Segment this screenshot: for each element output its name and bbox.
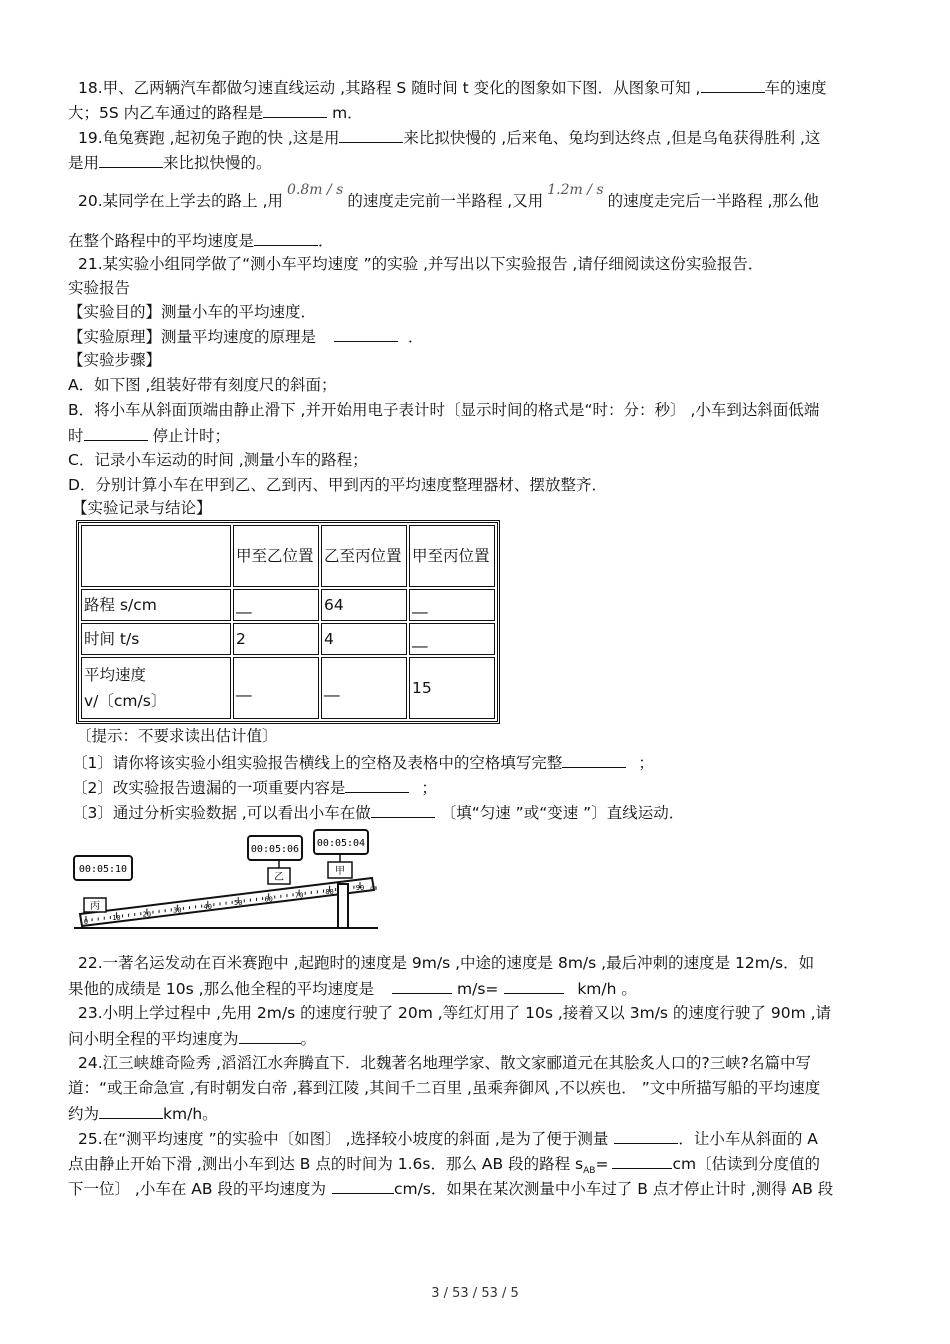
q21-record-title: 【实验记录与结论】 <box>72 499 212 517</box>
q19-line2 <box>68 151 272 174</box>
table-row <box>81 623 495 655</box>
q23-line2 <box>68 1027 316 1050</box>
q20-text-1c: 的速度走完后一半路程 ,那么他 <box>607 192 819 210</box>
table-row-label: 路程 s/cm <box>81 589 231 621</box>
q21-step-a: A．如下图 ,组装好带有刻度尺的斜面； <box>68 376 337 394</box>
q23-text-2a: 问小明全程的平均速度为 <box>68 1030 239 1048</box>
q21-step-b1: B．将小车从斜面顶端由静止滑下 ,并开始用电子表计时〔显示时间的格式是“时：分：秒〕 ,小车到达斜面低端 <box>68 401 820 419</box>
q21-sub3-end: 〔填“匀速 ”或“变速 ”〕直线运动． <box>440 804 685 822</box>
ruler-tick-label: 70 <box>294 891 304 900</box>
table-row-label-line2: v/〔cm/s〕 <box>84 692 167 710</box>
table-header-cell: 乙至丙位置 <box>321 525 407 587</box>
q21-sub1 <box>72 751 654 774</box>
q19-blank-1[interactable] <box>339 126 403 143</box>
ruler-tick-label: 10 <box>112 914 121 923</box>
q25-text-1b: ．让小车从斜面的 A <box>678 1130 818 1148</box>
q18-text-2a: 大；5S 内乙车通过的路程是 <box>68 104 264 122</box>
marker-jia <box>328 854 352 878</box>
q22-text-2c: km/h 。 <box>572 980 637 998</box>
q22-text-2a: 果他的成绩是 10s ,那么他全程的平均速度是 <box>68 980 375 998</box>
q20-text-1b: 的速度走完前一半路程 ,又用 <box>347 192 544 210</box>
q21-steps-title: 【实验步骤】 <box>68 351 162 369</box>
q20-text-2a: 在整个路程中的平均速度是 <box>68 232 255 250</box>
q22-line1: 22.一著名运发动在百米赛跑中 ,起跑时的速度是 9m/s ,中途的速度是 8m/s ,最后冲刺的速度是 12m/s．如 <box>78 954 815 972</box>
q21-step-d: D．分别计算小车在甲到乙、乙到丙、甲到丙的平均速度整理器材、摆放整齐． <box>68 476 607 494</box>
marker-jia-label: 甲 <box>335 866 345 877</box>
q24-line1: 24.江三峡雄奇险秀 ,滔滔江水奔腾直下．北魏著名地理学家、散文家郦道元在其脍炙人口的?三峡?名篇中写 <box>78 1054 811 1072</box>
q21-principle-end: ． <box>408 328 424 346</box>
table-cell: 64 <box>321 589 407 621</box>
ruler-tick-label: 20 <box>142 910 152 919</box>
q25-subscript: AB <box>583 1166 596 1177</box>
q20-line2 <box>68 229 334 252</box>
marker-bing <box>84 898 106 912</box>
marker-yi-label: 乙 <box>274 872 284 883</box>
q25-text-3b: cm/s．如果在某次测量中小车过了 B 点才停止计时 ,测得 AB 段 <box>393 1180 834 1198</box>
q25-line1 <box>78 1127 818 1150</box>
q25-blank-1[interactable] <box>614 1127 678 1144</box>
q25-text-3a: 下一位〕 ,小车在 AB 段的平均速度为 <box>68 1180 326 1198</box>
table-cell[interactable]: __ <box>233 657 319 719</box>
q22-line2 <box>68 977 637 1000</box>
clock-bing-time: 00:05:10 <box>78 864 128 875</box>
page-footer: 3 / 53 / 53 / 5 <box>431 1286 519 1301</box>
q21-step-b2-end: 停止计时； <box>147 427 230 445</box>
table-cell: 4 <box>321 623 407 655</box>
q18-text-2b: m． <box>327 104 363 122</box>
q21-report-title: 实验报告 <box>68 279 131 297</box>
table-cell: 2 <box>233 623 319 655</box>
support-post <box>338 884 348 928</box>
incline-board <box>80 878 374 926</box>
q24-line3 <box>68 1102 218 1125</box>
clock-jia <box>314 830 368 854</box>
q19-text-1a: 19.龟兔赛跑 ,起初兔子跑的快 ,这是用 <box>78 129 340 147</box>
table-header-row <box>81 525 495 587</box>
incline-ruler-figure <box>70 826 382 932</box>
q22-blank-2[interactable] <box>504 977 564 994</box>
q21-sub1-text: 〔1〕请你将该实验小组实验报告横线上的空格及表格中的空格填写完整 <box>72 754 563 772</box>
ruler-tick-label: 50 <box>234 899 243 908</box>
table-row <box>81 657 495 719</box>
q19-text-1b: 来比拟快慢的 ,后来龟、兔均到达终点 ,但是乌龟获得胜利 ,这 <box>403 129 821 147</box>
ruler-tick-label: 90 <box>355 884 365 892</box>
q25-text-2b: = <box>595 1155 609 1173</box>
ruler-tick-label: 30 <box>173 906 182 915</box>
table-cell: 15 <box>409 657 495 719</box>
ruler-tick-label: 40 <box>203 902 212 911</box>
table-cell[interactable]: __ <box>409 589 495 621</box>
q18-blank-1[interactable] <box>701 76 765 93</box>
q21-principle-blank[interactable] <box>334 325 398 342</box>
table-row-label <box>81 657 231 719</box>
table-header-cell <box>81 525 231 587</box>
q25-text-1a: 25.在“测平均速度 ”的实验中〔如图〕 ,选择较小坡度的斜面 ,是为了便于测量 <box>78 1130 609 1148</box>
q21-sub3 <box>72 801 684 824</box>
q18-text: 18.甲、乙两辆汽车都做匀速直线运动 ,其路程 S 随时间 t 变化的图象如下图．从图象可知 , <box>78 79 701 97</box>
q19-text-2b: 来比拟快慢的。 <box>163 154 272 172</box>
table-cell[interactable]: __ <box>409 623 495 655</box>
q21-step-c: C．记录小车运动的时间 ,测量小车的路程； <box>68 451 368 469</box>
q21-hint: 〔提示：不要求读出估计值〕 <box>76 727 278 745</box>
q21-intro: 21.某实验小组同学做了“测小车平均速度 ”的实验 ,并写出以下实验报告 ,请仔细阅读这份实验报告． <box>78 255 764 273</box>
q21-principle <box>68 325 424 348</box>
table-header-cell: 甲至乙位置 <box>233 525 319 587</box>
q21-sub2-text: 〔2〕改实验报告遗漏的一项重要内容是 <box>72 779 346 797</box>
q18-text-end: 车的速度 <box>764 79 827 97</box>
formula-1-2: 1.2m / s <box>547 182 604 198</box>
q21-step-b2-text: 时 <box>68 427 84 445</box>
clock-yi <box>248 836 302 860</box>
ruler-tick-label: 80 <box>325 887 334 896</box>
ruler-tick-label: 60 <box>264 895 273 904</box>
q18-line2 <box>68 101 363 124</box>
q20-text-1a: 20.某同学在上学去的路上 ,用 <box>78 192 284 210</box>
q19-line1 <box>78 126 820 149</box>
ruler-tick-label: 0 <box>83 918 89 926</box>
q24-text-3a: 约为 <box>68 1105 100 1123</box>
q25-blank-2[interactable] <box>612 1152 672 1169</box>
q24-blank[interactable] <box>99 1102 163 1119</box>
q22-text-2b: m/s= <box>452 980 499 998</box>
ruler-unit: cm <box>370 885 378 892</box>
q23-line1: 23.小明上学过程中 ,先用 2m/s 的速度行驶了 20m ,等红灯用了 10s ,接着又以 3m/s 的速度行驶了 90m ,请 <box>78 1004 832 1022</box>
q21-step-b-blank[interactable] <box>84 424 148 441</box>
formula-0-8: 0.8m / s <box>287 182 344 198</box>
q21-sub2-end: ； <box>421 779 437 797</box>
q20-blank[interactable] <box>254 229 318 246</box>
q25-text-2c: cm〔估读到分度值的 <box>672 1155 821 1173</box>
q23-blank[interactable] <box>239 1027 301 1044</box>
clock-bing <box>74 856 132 880</box>
q19-blank-2[interactable] <box>99 151 163 168</box>
q21-sub2 <box>72 776 437 799</box>
table-cell[interactable]: __ <box>233 589 319 621</box>
q21-sub3-text: 〔3〕通过分析实验数据 ,可以看出小车在做 <box>72 804 371 822</box>
marker-bing-label: 丙 <box>90 901 100 912</box>
q25-blank-3[interactable] <box>332 1177 394 1194</box>
q25-text-2a: 点由静止开始下滑 ,测出小车到达 B 点的时间为 1.6s．那么 AB 段的路程 s <box>68 1155 584 1173</box>
record-table <box>76 520 500 724</box>
q24-text-3b: km/h。 <box>163 1105 218 1123</box>
q21-sub2-blank[interactable] <box>345 776 409 793</box>
table-row-label: 时间 t/s <box>81 623 231 655</box>
clock-jia-time: 00:05:04 <box>316 838 366 849</box>
clock-yi-time: 00:05:06 <box>250 844 300 855</box>
q18-blank-2[interactable] <box>263 101 327 118</box>
q25-line3 <box>68 1177 833 1200</box>
q21-purpose: 【实验目的】测量小车的平均速度． <box>68 303 317 321</box>
q20-text-2b: ． <box>318 232 334 250</box>
table-cell[interactable]: __ <box>321 657 407 719</box>
q18-line1 <box>78 76 827 99</box>
q21-principle-text: 【实验原理】测量平均速度的原理是 <box>68 328 317 346</box>
q24-line2: 道：“或王命急宣 ,有时朝发白帝 ,暮到江陵 ,其间千二百里 ,虽乘奔御风 ,不以疾也． ”文中所描写船的平均速度 <box>68 1079 821 1097</box>
q22-blank-1[interactable] <box>392 977 452 994</box>
table-row-label-line1: 平均速度 <box>84 666 147 684</box>
table-header-cell: 甲至丙位置 <box>409 525 495 587</box>
q21-sub1-blank[interactable] <box>562 751 626 768</box>
q21-sub1-end: ； <box>638 754 654 772</box>
q21-sub3-blank[interactable] <box>371 801 435 818</box>
q21-step-b2 <box>68 424 230 447</box>
q19-text-2a: 是用 <box>68 154 100 172</box>
table-row <box>81 589 495 621</box>
q20-line1 <box>78 182 819 213</box>
marker-yi <box>268 860 290 884</box>
q23-text-2b: 。 <box>300 1030 317 1048</box>
